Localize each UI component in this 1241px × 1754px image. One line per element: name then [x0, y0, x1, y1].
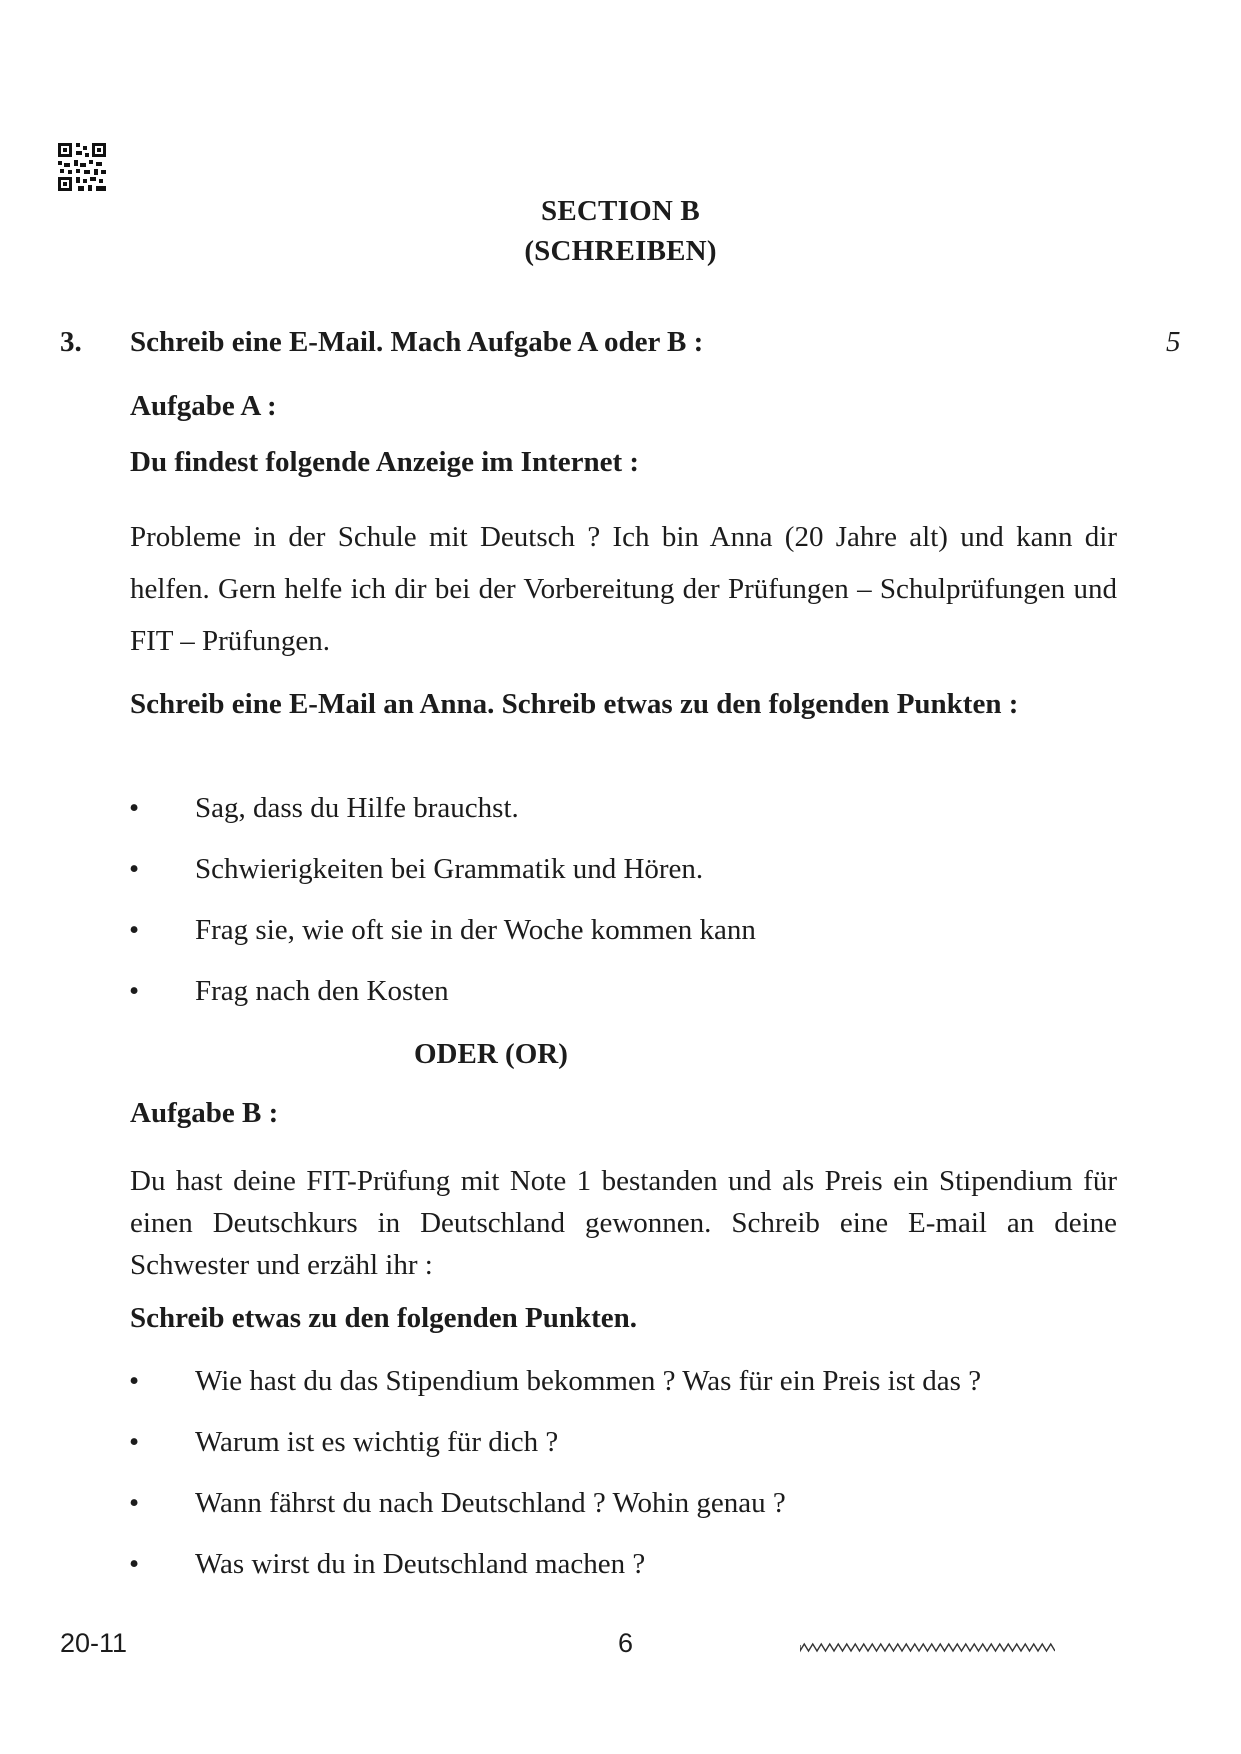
oder-label: ODER (OR)	[414, 1038, 568, 1070]
question-title: Schreib eine E-Mail. Mach Aufgabe A oder B :	[130, 326, 704, 358]
bullet-icon: •	[129, 1426, 140, 1458]
list-item: Wie hast du das Stipendium bekommen ? Was für ein Preis ist das ?	[195, 1365, 982, 1397]
aufgabe-a-heading: Aufgabe A :	[130, 390, 277, 422]
bullet-icon: •	[129, 914, 140, 946]
list-item: Wann fährst du nach Deutschland ? Wohin genau ?	[195, 1487, 786, 1519]
list-item: Frag sie, wie oft sie in der Woche kommen kann	[195, 914, 756, 946]
list-item: Was wirst du in Deutschland machen ?	[195, 1548, 646, 1580]
aufgabe-a-instruction: Schreib eine E-Mail an Anna. Schreib etwas zu den folgenden Punkten :	[130, 688, 1019, 720]
list-item: Warum ist es wichtig für dich ?	[195, 1426, 559, 1458]
aufgabe-a-ad-text: Probleme in der Schule mit Deutsch ? Ich bin Anna (20 Jahre alt) und kann dir helfen. Gern helfe ich dir bei der Vorbereitung der Prüfungen – Schulprüfungen und FIT – Prüfungen.	[130, 521, 1117, 657]
aufgabe-b-instruction: Schreib etwas zu den folgenden Punkten.	[130, 1302, 638, 1334]
bullet-icon: •	[129, 1548, 140, 1580]
aufgabe-b-heading: Aufgabe B :	[130, 1097, 279, 1129]
section-subtitle: (SCHREIBEN)	[524, 235, 717, 267]
section-title: SECTION B	[541, 195, 700, 227]
footer-code: 20-11	[60, 1628, 128, 1658]
bullet-icon: •	[129, 853, 140, 885]
question-marks: 5	[1166, 326, 1181, 358]
bullet-icon: •	[129, 792, 140, 824]
question-number: 3.	[60, 326, 82, 358]
wavy-line-icon	[800, 1641, 1055, 1655]
aufgabe-a-intro: Du findest folgende Anzeige im Internet :	[130, 446, 640, 478]
bullet-icon: •	[129, 1487, 140, 1519]
aufgabe-b-text: Du hast deine FIT-Prüfung mit Note 1 bestanden und als Preis ein Stipendium für einen Deutschkurs in Deutschland gewonnen. Schreib eine E-mail an deine Schwester und erzähl ihr :	[130, 1165, 1117, 1281]
list-item: Sag, dass du Hilfe brauchst.	[195, 792, 519, 824]
list-item: Schwierigkeiten bei Grammatik und Hören.	[195, 853, 704, 885]
bullet-icon: •	[129, 975, 140, 1007]
list-item: Frag nach den Kosten	[195, 975, 449, 1007]
bullet-icon: •	[129, 1365, 140, 1397]
qr-code-icon	[58, 143, 106, 191]
page-number: 6	[618, 1628, 634, 1658]
